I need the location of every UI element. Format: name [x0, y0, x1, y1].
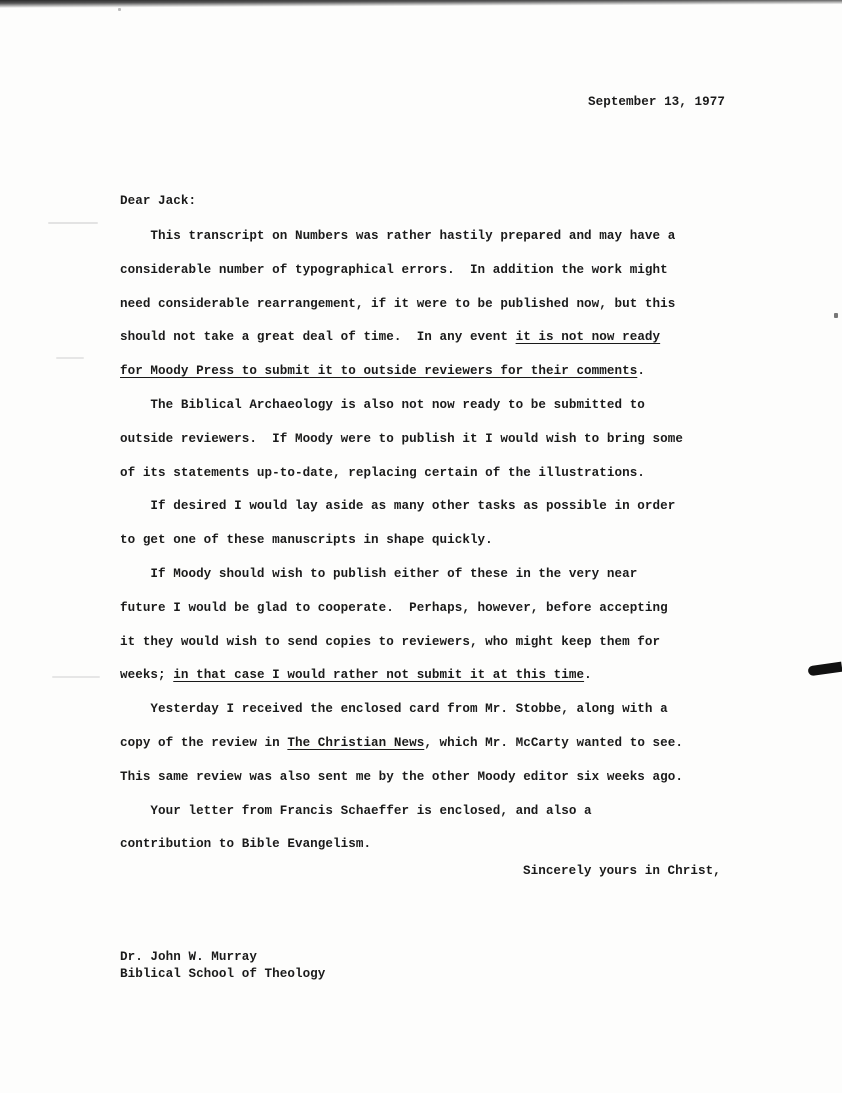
- body-line: [120, 498, 675, 514]
- body-line-text: contribution to Bible Evangelism.: [120, 837, 372, 851]
- body-line-text: future I would be glad to cooperate. Perhaps, however, before accepting: [120, 601, 668, 615]
- underlined-text: The Christian News: [287, 736, 425, 750]
- body-line-punctuation: .: [637, 364, 645, 378]
- body-line: [120, 296, 675, 312]
- body-line-text: outside reviewers. If Moody were to publish it I would wish to bring some: [120, 432, 683, 446]
- body-line-text: of its statements up-to-date, replacing certain of the illustrations.: [120, 466, 645, 480]
- body-line: [120, 667, 592, 683]
- body-line: [120, 363, 645, 379]
- body-line-text: it they would wish to send copies to reviewers, who might keep them for: [120, 635, 661, 649]
- body-line: [120, 600, 668, 616]
- body-line-text: The Biblical Archaeology is also not now ready to be submitted to: [120, 398, 645, 412]
- body-line: [120, 532, 493, 548]
- body-line: [120, 397, 645, 413]
- scan-speck: [48, 222, 98, 224]
- scan-speck: [56, 357, 84, 359]
- body-line-text: Yesterday I received the enclosed card from Mr. Stobbe, along with a: [120, 702, 668, 716]
- letter-closing: Sincerely yours in Christ,: [523, 864, 721, 878]
- underlined-text: for Moody Press to submit it to outside reviewers for their comments: [120, 364, 638, 378]
- body-line-text: should not take a great deal of time. In any event: [120, 330, 516, 344]
- body-line: [120, 329, 660, 345]
- scan-speck: [834, 313, 838, 318]
- body-line: [120, 228, 675, 244]
- letter-greeting: Dear Jack:: [120, 194, 197, 208]
- body-line-text: need considerable rearrangement, if it were to be published now, but this: [120, 297, 676, 311]
- underlined-text: it is not now ready: [515, 330, 661, 344]
- body-line: [120, 262, 668, 278]
- recipient-organization: Biblical School of Theology: [120, 967, 326, 981]
- body-line-text: If Moody should wish to publish either of these in the very near: [120, 567, 638, 581]
- body-line-text: considerable number of typographical errors. In addition the work might: [120, 263, 668, 277]
- scan-speck: [118, 8, 121, 11]
- scan-speck: [52, 676, 100, 678]
- body-line-punctuation: .: [584, 668, 592, 682]
- underlined-text: in that case I would rather not submit it at this time: [173, 668, 585, 682]
- body-line-text: If desired I would lay aside as many other tasks as possible in order: [120, 499, 676, 513]
- letter-date: September 13, 1977: [588, 95, 725, 109]
- body-line: [120, 566, 637, 582]
- scan-edge-mark: [807, 662, 842, 677]
- body-line: [120, 431, 683, 447]
- body-line: [120, 465, 645, 481]
- body-line-text: to get one of these manuscripts in shape quickly.: [120, 533, 493, 547]
- body-line-text: This same review was also sent me by the other Moody editor six weeks ago.: [120, 770, 683, 784]
- body-line: [120, 836, 371, 852]
- body-line: [120, 803, 592, 819]
- body-line: [120, 735, 683, 751]
- body-line-text: weeks;: [120, 668, 174, 682]
- body-line-text: This transcript on Numbers was rather hastily prepared and may have a: [120, 229, 676, 243]
- recipient-name: Dr. John W. Murray: [120, 950, 257, 964]
- body-line: [120, 701, 668, 717]
- body-line: [120, 769, 683, 785]
- body-line: [120, 634, 660, 650]
- body-line-punctuation: , which Mr. McCarty wanted to see.: [424, 736, 683, 750]
- body-line-text: copy of the review in: [120, 736, 288, 750]
- body-line-text: Your letter from Francis Schaeffer is enclosed, and also a: [120, 804, 592, 818]
- scan-top-edge: [0, 0, 842, 8]
